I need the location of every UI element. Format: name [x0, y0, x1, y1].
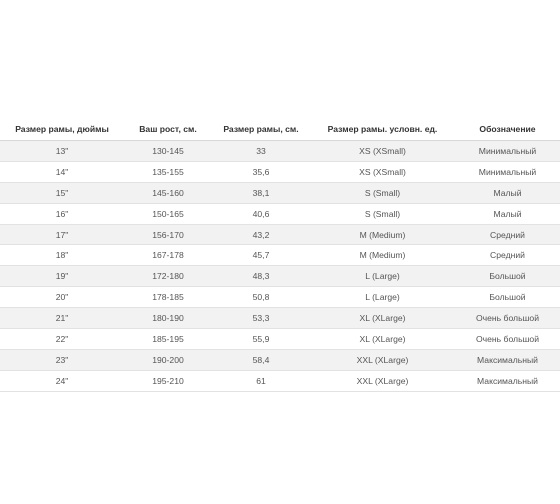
cell-designation: Малый	[455, 182, 560, 203]
header-designation: Обозначение	[455, 117, 560, 141]
cell-size-code: M (Medium)	[310, 245, 455, 266]
cell-rider-height: 185-195	[124, 329, 212, 350]
cell-size-code: XL (XLarge)	[310, 329, 455, 350]
cell-frame-cm: 33	[212, 141, 310, 162]
cell-designation: Большой	[455, 266, 560, 287]
cell-frame-inches: 16"	[0, 203, 124, 224]
cell-designation: Средний	[455, 224, 560, 245]
cell-rider-height: 180-190	[124, 308, 212, 329]
table-row	[0, 329, 560, 350]
cell-designation: Максимальный	[455, 370, 560, 391]
table-header-row	[0, 117, 560, 141]
table-row	[0, 141, 560, 162]
cell-frame-inches: 24"	[0, 370, 124, 391]
cell-rider-height: 172-180	[124, 266, 212, 287]
cell-size-code: XXL (XLarge)	[310, 370, 455, 391]
cell-rider-height: 195-210	[124, 370, 212, 391]
cell-frame-inches: 19"	[0, 266, 124, 287]
table-row	[0, 161, 560, 182]
header-frame-size-inches: Размер рамы, дюймы	[0, 117, 124, 141]
cell-frame-cm: 61	[212, 370, 310, 391]
cell-size-code: S (Small)	[310, 182, 455, 203]
cell-size-code: M (Medium)	[310, 224, 455, 245]
cell-size-code: L (Large)	[310, 287, 455, 308]
table-row	[0, 224, 560, 245]
header-rider-height: Ваш рост, см.	[124, 117, 212, 141]
cell-frame-inches: 18"	[0, 245, 124, 266]
cell-size-code: L (Large)	[310, 266, 455, 287]
cell-rider-height: 178-185	[124, 287, 212, 308]
cell-rider-height: 190-200	[124, 349, 212, 370]
cell-frame-inches: 14"	[0, 161, 124, 182]
header-frame-size-units: Размер рамы. условн. ед.	[310, 117, 455, 141]
table-row	[0, 308, 560, 329]
cell-frame-inches: 22"	[0, 329, 124, 350]
cell-frame-inches: 13"	[0, 141, 124, 162]
cell-frame-inches: 20"	[0, 287, 124, 308]
cell-designation: Средний	[455, 245, 560, 266]
table-row	[0, 349, 560, 370]
cell-frame-cm: 55,9	[212, 329, 310, 350]
table-row	[0, 287, 560, 308]
cell-rider-height: 156-170	[124, 224, 212, 245]
cell-designation: Минимальный	[455, 161, 560, 182]
cell-rider-height: 135-155	[124, 161, 212, 182]
cell-frame-cm: 45,7	[212, 245, 310, 266]
table-row	[0, 182, 560, 203]
cell-frame-cm: 50,8	[212, 287, 310, 308]
cell-frame-cm: 43,2	[212, 224, 310, 245]
table-row	[0, 370, 560, 391]
cell-designation: Очень большой	[455, 308, 560, 329]
cell-frame-cm: 58,4	[212, 349, 310, 370]
table-row	[0, 245, 560, 266]
cell-frame-cm: 48,3	[212, 266, 310, 287]
cell-designation: Максимальный	[455, 349, 560, 370]
table-row	[0, 203, 560, 224]
cell-size-code: XXL (XLarge)	[310, 349, 455, 370]
cell-frame-inches: 15"	[0, 182, 124, 203]
cell-rider-height: 150-165	[124, 203, 212, 224]
cell-size-code: XL (XLarge)	[310, 308, 455, 329]
cell-designation: Очень большой	[455, 329, 560, 350]
cell-size-code: XS (XSmall)	[310, 141, 455, 162]
header-frame-size-cm: Размер рамы, см.	[212, 117, 310, 141]
cell-frame-cm: 35,6	[212, 161, 310, 182]
cell-rider-height: 145-160	[124, 182, 212, 203]
cell-designation: Малый	[455, 203, 560, 224]
cell-frame-cm: 38,1	[212, 182, 310, 203]
cell-frame-cm: 53,3	[212, 308, 310, 329]
cell-frame-inches: 21"	[0, 308, 124, 329]
frame-size-table	[0, 117, 560, 392]
cell-frame-cm: 40,6	[212, 203, 310, 224]
cell-rider-height: 167-178	[124, 245, 212, 266]
table-body	[0, 141, 560, 392]
cell-frame-inches: 17"	[0, 224, 124, 245]
cell-frame-inches: 23"	[0, 349, 124, 370]
cell-designation: Минимальный	[455, 141, 560, 162]
cell-rider-height: 130-145	[124, 141, 212, 162]
table-row	[0, 266, 560, 287]
cell-size-code: S (Small)	[310, 203, 455, 224]
cell-designation: Большой	[455, 287, 560, 308]
cell-size-code: XS (XSmall)	[310, 161, 455, 182]
